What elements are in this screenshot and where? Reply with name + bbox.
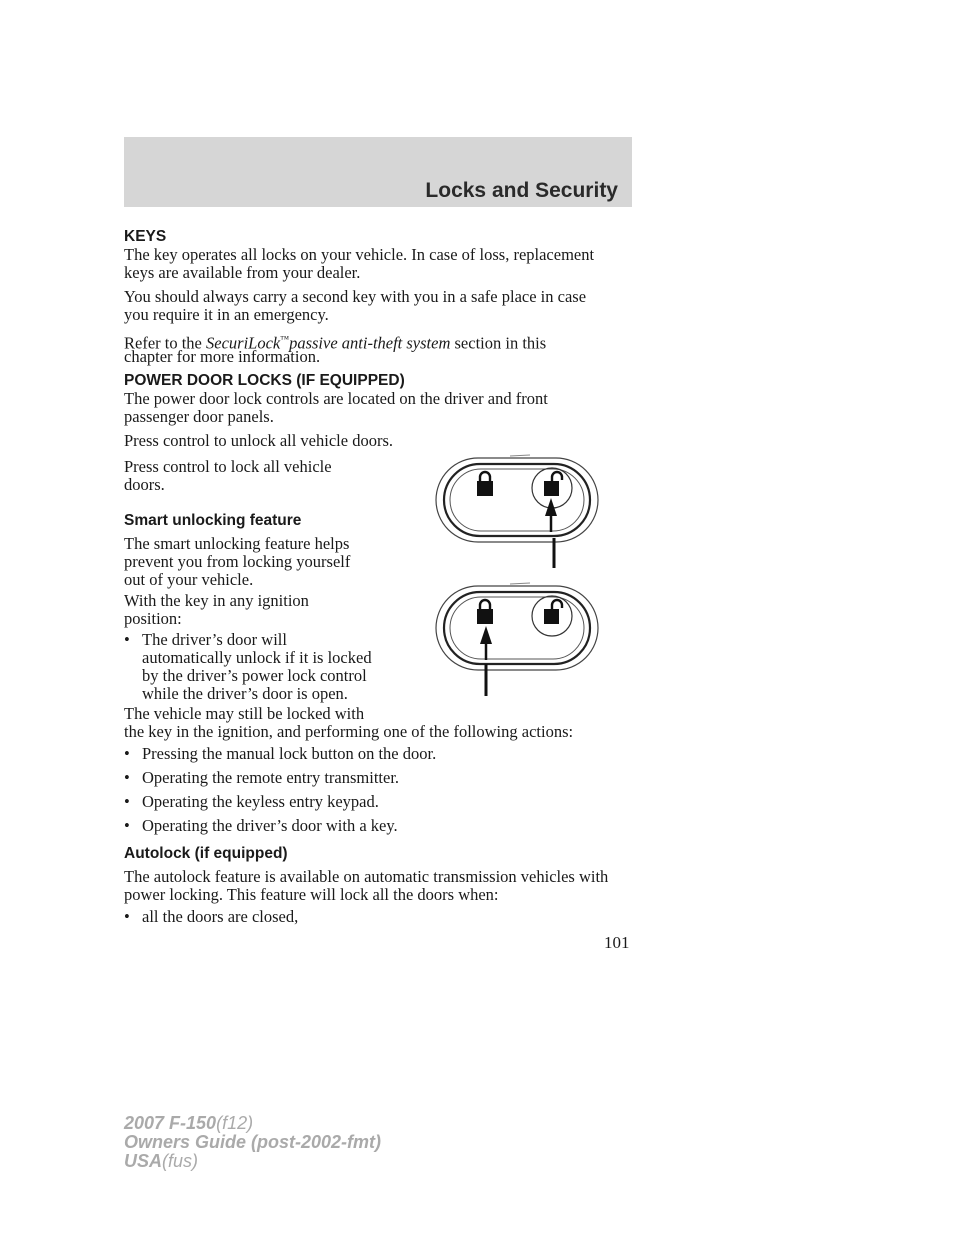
- autolock-heading: Autolock (if equipped): [124, 845, 288, 862]
- footer-region-code: (fus): [162, 1151, 199, 1171]
- list-item: [124, 793, 624, 811]
- arrow-up-icon: [545, 498, 557, 568]
- anti-theft-system-ref: passive anti-theft system: [289, 333, 451, 353]
- keys-para-1-line-2: keys are available from your dealer.: [124, 263, 361, 282]
- power-locks-para-1-line-1: The power door lock controls are located on the driver and front: [124, 389, 548, 408]
- smart-unlock-para-1-line-2: prevent you from locking yourself: [124, 552, 351, 571]
- arrow-up-icon: [480, 626, 492, 696]
- lock-icon: [477, 472, 493, 496]
- securilock-brand: SecuriLock: [206, 333, 281, 353]
- keys-para-3-pre: Refer to the: [124, 333, 207, 353]
- autolock-para-1-line-2: power locking. This feature will lock all the doors when:: [124, 885, 499, 904]
- header-band: [124, 137, 632, 207]
- smart-unlock-heading: Smart unlocking feature: [124, 512, 302, 529]
- list-item: [124, 745, 624, 763]
- bullet-text: Operating the keyless entry keypad.: [142, 792, 379, 811]
- page-number: 101: [604, 933, 630, 952]
- section-title: Locks and Security: [425, 179, 618, 202]
- bullet-line: The driver’s door will: [142, 630, 287, 649]
- footer-model-code: (f12): [216, 1113, 254, 1133]
- bullet-dot: •: [124, 768, 130, 787]
- power-locks-para-3-line-1: Press control to lock all vehicle: [124, 457, 332, 476]
- trademark-mark: ™: [280, 334, 290, 344]
- list-item: [124, 908, 624, 926]
- footer-guide: Owners Guide (post-2002-fmt): [124, 1132, 382, 1152]
- lock-icon: [477, 600, 493, 624]
- bullet-line: by the driver’s power lock control: [142, 666, 367, 685]
- bullet-text: Operating the remote entry transmitter.: [142, 768, 400, 787]
- list-item: [124, 817, 624, 835]
- bullet-dot: •: [124, 907, 130, 926]
- smart-unlock-para-3-line-2: the key in the ignition, and performing one of the following actions:: [124, 722, 574, 741]
- power-locks-para-2: Press control to unlock all vehicle doors.: [124, 431, 393, 450]
- bullet-dot: •: [124, 630, 130, 649]
- list-item: [124, 769, 624, 787]
- unlock-icon: [544, 472, 562, 496]
- keys-heading: KEYS: [124, 228, 167, 245]
- keys-para-1-line-1: The key operates all locks on your vehicle. In case of loss, replacement: [124, 245, 595, 264]
- keys-para-3-post: section in this: [450, 333, 547, 353]
- power-locks-para-3-line-2: doors.: [124, 475, 165, 494]
- bullet-text: Operating the driver’s door with a key.: [142, 816, 398, 835]
- bullet-text: Pressing the manual lock button on the door.: [142, 744, 437, 763]
- smart-unlock-para-2-line-2: position:: [124, 609, 182, 628]
- unlock-icon: [544, 600, 562, 624]
- footer-line-3: [124, 1152, 381, 1171]
- unlock-control-figure: [430, 452, 610, 572]
- smart-unlock-para-1-line-1: The smart unlocking feature helps: [124, 534, 350, 553]
- keys-para-2-line-2: you require it in an emergency.: [124, 305, 329, 324]
- bullet-dot: •: [124, 816, 130, 835]
- footer-region: USA: [124, 1151, 163, 1171]
- bullet-dot: •: [124, 792, 130, 811]
- bullet-text: all the doors are closed,: [142, 907, 299, 926]
- lock-control-figure: [430, 580, 610, 700]
- power-locks-para-1-line-2: passenger door panels.: [124, 407, 274, 426]
- footer-model: 2007 F-150: [124, 1113, 217, 1133]
- bullet-line: while the driver’s door is open.: [142, 684, 348, 703]
- autolock-para-1-line-1: The autolock feature is available on automatic transmission vehicles with: [124, 867, 609, 886]
- footer: [124, 1114, 381, 1171]
- power-locks-heading: POWER DOOR LOCKS (IF EQUIPPED): [124, 372, 405, 389]
- footer-line-1: [124, 1114, 381, 1133]
- smart-unlock-para-1-line-3: out of your vehicle.: [124, 570, 254, 589]
- keys-para-2-line-1: You should always carry a second key with you in a safe place in case: [124, 287, 587, 306]
- footer-line-2: [124, 1133, 381, 1152]
- smart-unlock-para-3-line-1: The vehicle may still be locked with: [124, 704, 365, 723]
- bullet-line: automatically unlock if it is locked: [142, 648, 372, 667]
- keys-para-3-line-2: chapter for more information.: [124, 347, 321, 366]
- list-item: [124, 631, 424, 703]
- smart-unlock-para-2-line-1: With the key in any ignition: [124, 591, 309, 610]
- bullet-dot: •: [124, 744, 130, 763]
